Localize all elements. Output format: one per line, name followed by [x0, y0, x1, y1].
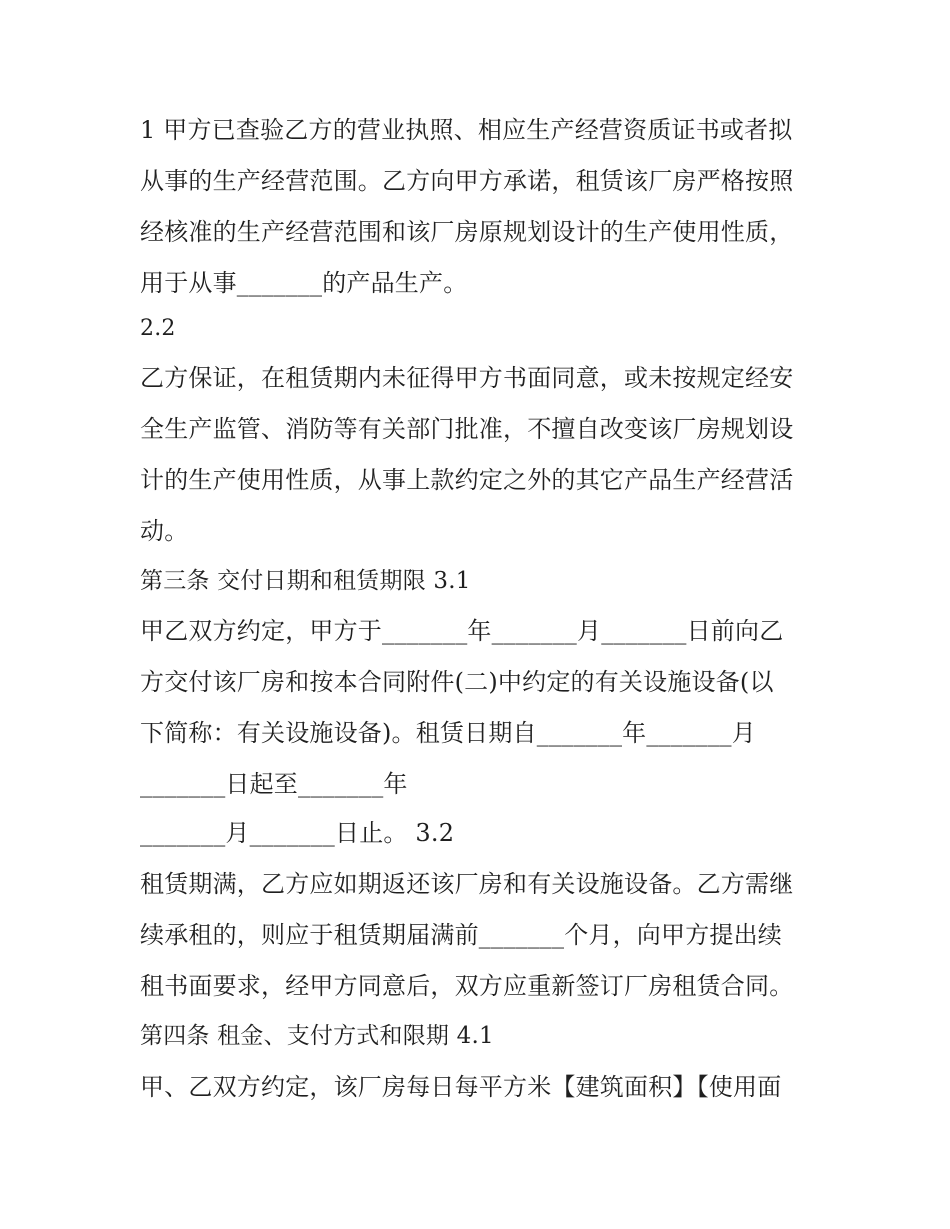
- paragraph-line-2: 从事的生产经营范围。乙方向甲方承诺，租赁该厂房严格按照: [140, 167, 794, 195]
- paragraph-line-3: 经核准的生产经营范围和该厂房原规划设计的生产使用性质，: [140, 218, 794, 246]
- paragraph-line-11: 下简称：有关设施设备)。租赁日期自_______年_______月: [140, 719, 756, 747]
- paragraph-line-9: 甲乙双方约定，甲方于_______年_______月_______日前向乙: [140, 617, 784, 645]
- paragraph-line-17: 甲、乙双方约定，该厂房每日每平方米【建筑面积】【使用面: [140, 1073, 782, 1101]
- paragraph-line-8: 动。: [140, 517, 189, 545]
- paragraph-line-1: 1 甲方已查验乙方的营业执照、相应生产经营资质证书或者拟: [140, 116, 793, 144]
- paragraph-line-15: 续承租的，则应于租赁期届满前_______个月，向甲方提出续: [140, 921, 782, 949]
- paragraph-line-4: 用于从事_______的产品生产。: [140, 269, 468, 297]
- paragraph-line-12: _______日起至_______年: [140, 770, 408, 798]
- section-heading-3: 第三条 交付日期和租赁期限 3.1: [140, 568, 471, 594]
- section-heading-4: 第四条 租金、支付方式和限期 4.1: [140, 1023, 494, 1049]
- paragraph-line-13: _______月_______日止。 3.2: [140, 819, 455, 847]
- paragraph-line-7: 计的生产使用性质，从事上款约定之外的其它产品生产经营活: [140, 466, 794, 494]
- paragraph-line-5: 乙方保证，在租赁期内未征得甲方书面同意，或未按规定经安: [140, 364, 794, 392]
- paragraph-line-10: 方交付该厂房和按本合同附件(二)中约定的有关设施设备(以: [140, 668, 774, 696]
- paragraph-line-14: 租赁期满，乙方应如期返还该厂房和有关设施设备。乙方需继: [140, 870, 794, 898]
- clause-number-2-2: 2.2: [140, 316, 176, 341]
- paragraph-line-16: 租书面要求，经甲方同意后，双方应重新签订厂房租赁合同。: [140, 972, 794, 1000]
- paragraph-line-6: 全生产监管、消防等有关部门批准，不擅自改变该厂房规划设: [140, 415, 794, 443]
